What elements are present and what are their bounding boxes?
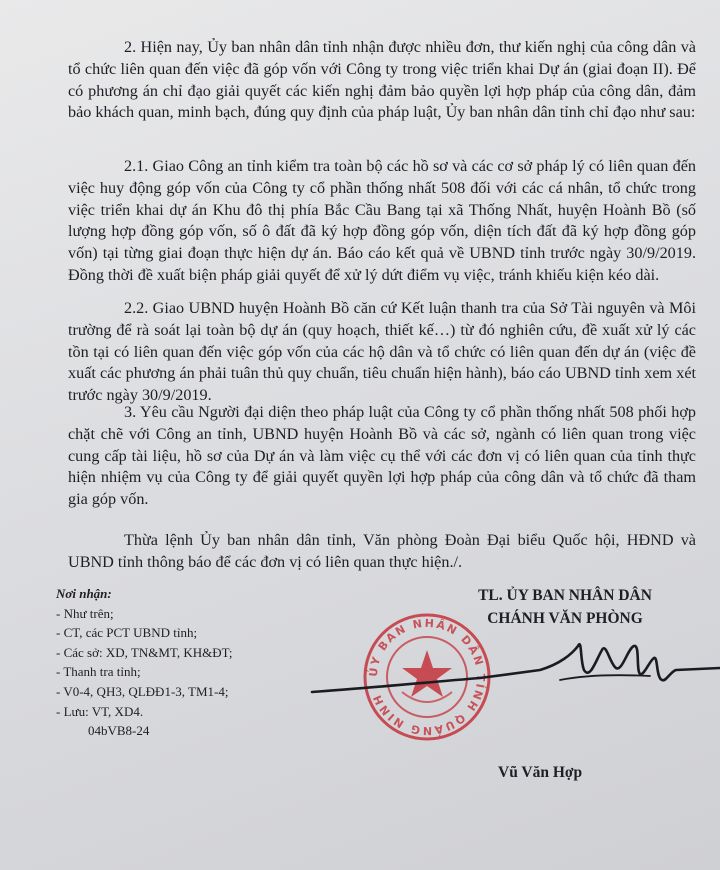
handwritten-signature-icon [310,630,720,710]
paragraph-3: 3. Yêu cầu Người đại diện theo pháp luật của Công ty cổ phần thống nhất 508 phối hợp chặt chẽ với Công an tỉnh, UBND huyện Hoành Bồ và các sở, ngành có liên quan trong việc cung cấp tài liệu, hồ sơ của Dự án và làm việc cụ thể với các đơn vị có liên quan của tỉnh thực hiện nhiệm vụ của Công ty để giải quyết quyền lợi hợp pháp của công dân và tổ chức đã tham gia góp vốn. [68,403,696,509]
paragraph-2-1: 2.1. Giao Công an tỉnh kiểm tra toàn bộ các hồ sơ và các cơ sở pháp lý có liên quan đến việc huy động góp vốn của Công ty cổ phần thống nhất 508 đối với các cá nhân, tổ chức trong việc triển khai dự án Khu đô thị phía Bắc Cầu Bang tại xã Thống Nhất, huyện Hoành Bồ (số lượng hợp đồng góp vốn, số ô đất đã ký hợp đồng góp vốn, diện tích đất đã ký hợp đồng góp vốn) tại từng giai đoạn thực hiện dự án. Báo cáo kết quả về UBND tỉnh trước ngày 30/9/2019. Đồng thời đề xuất biện pháp giải quyết để xử lý dứt điểm vụ việc, tránh khiếu kiện kéo dài. [68,157,696,284]
signature-title-line-1: TL. ỦY BAN NHÂN DÂN [478,587,652,604]
recipients-block [56,584,336,741]
recipient-item: - Lưu: VT, XD4. [56,703,144,719]
recipient-item: - V0-4, QH3, QLĐĐ1-3, TM1-4; [56,683,229,699]
recipient-item: - Như trên; [56,605,114,621]
svg-text:ỦY BAN NHÂN DÂN TỈNH QUẢNG NIN: ỦY BAN NHÂN DÂN TỈNH QUẢNG NINH [366,616,488,738]
paragraph-closing: Thừa lệnh Ủy ban nhân dân tỉnh, Văn phòng Đoàn Đại biểu Quốc hội, HĐND và UBND tỉnh thông báo để các đơn vị có liên quan thực hiện./. [68,531,696,571]
signer-name: Vũ Văn Hợp [498,764,583,781]
recipient-item: - Các sở: XD, TN&MT, KH&ĐT; [56,644,233,660]
paragraph-2: 2. Hiện nay, Ủy ban nhân dân tỉnh nhận được nhiều đơn, thư kiến nghị của công dân và tổ chức liên quan đến việc đã góp vốn với Công ty trong việc triển khai Dự án (giai đoạn II). Để có phương án chỉ đạo giải quyết các kiến nghị đảm bảo quyền lợi hợp pháp của công dân, đảm bảo khách quan, minh bạch, đúng quy định của pháp luật, Ủy ban nhân dân tỉnh chỉ đạo như sau: [68,38,696,122]
recipient-item: - CT, các PCT UBND tỉnh; [56,625,198,641]
document-code: 04bVB8-24 [88,723,150,739]
recipients-heading: Nơi nhận: [56,586,112,601]
signature-title-line-2: CHÁNH VĂN PHÒNG [487,610,643,627]
paragraph-2-2: 2.2. Giao UBND huyện Hoành Bồ căn cứ Kết luận thanh tra của Sở Tài nguyên và Môi trường để rà soát lại toàn bộ dự án (quy hoạch, thiết kế…) từ đó nghiên cứu, đề xuất xử lý các tồn tại có liên quan đến việc góp vốn của các hộ dân và tổ chức có liên quan đến dự án (việc đề xuất các phương án phải tuân thủ quy chuẩn, tiêu chuẩn hiện hành), báo cáo UBND tỉnh xem xét trước ngày 30/9/2019. [68,299,696,405]
recipient-item: - Thanh tra tỉnh; [56,664,141,680]
